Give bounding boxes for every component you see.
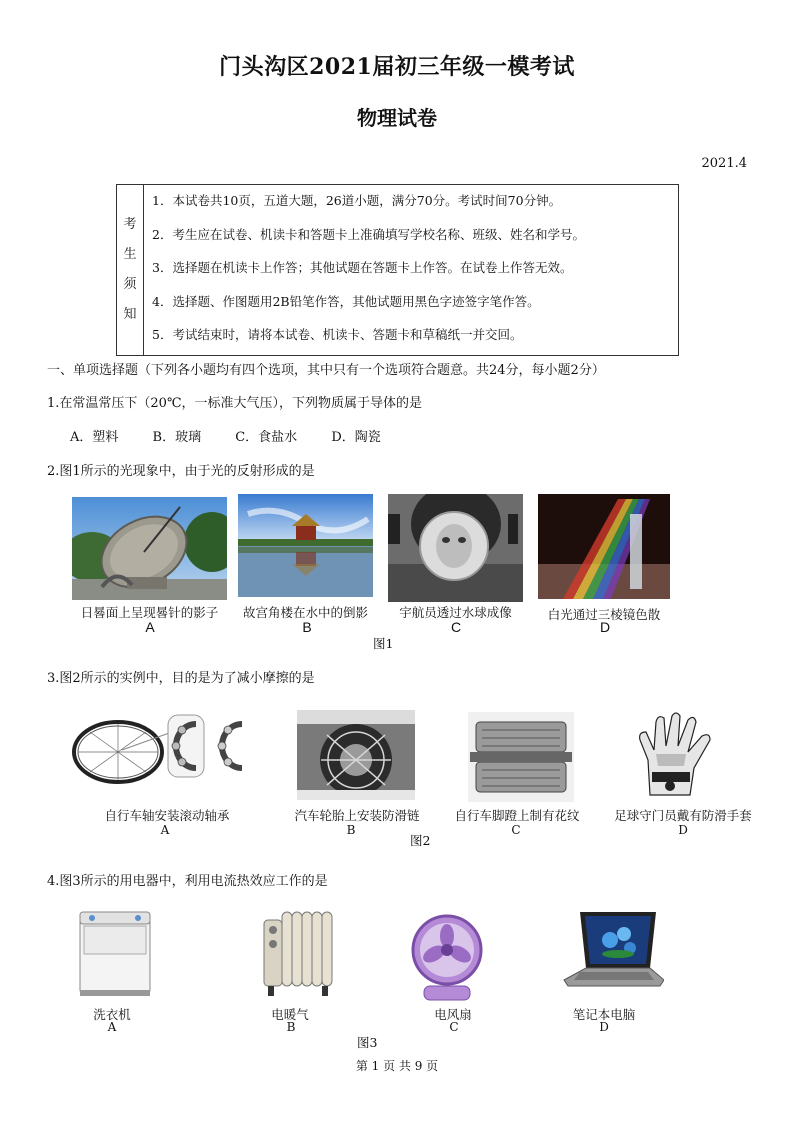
q4-caption-c: 电风扇 <box>434 1007 472 1022</box>
notice-box <box>116 184 679 356</box>
q3-stem: 3.图2所示的实例中，目的是为了减小摩擦的是 <box>47 671 315 686</box>
electric-fan-photo <box>410 910 484 1002</box>
notice-side-char: 考 <box>123 217 137 232</box>
q3-caption-a: 自行车轴安装滚动轴承 <box>104 808 230 823</box>
exam-subtitle: 物理试卷 <box>357 106 437 130</box>
q4-letter-b: B <box>286 1020 296 1034</box>
q3-letter-d: D <box>678 823 688 837</box>
exam-title: 门头沟区2021届初三年级一模考试 <box>219 54 575 80</box>
exam-date: 2021.4 <box>701 156 747 171</box>
q2-letter-a: A <box>145 619 155 635</box>
q1-options <box>70 426 411 445</box>
notice-side-char: 生 <box>123 247 137 262</box>
pedal-photo <box>468 712 574 802</box>
q2-caption-d: 白光通过三棱镜色散 <box>547 607 661 622</box>
figure-3-label: 图3 <box>357 1035 378 1050</box>
q2-stem: 2.图1所示的光现象中，由于光的反射形成的是 <box>47 464 315 479</box>
q4-caption-b: 电暖气 <box>271 1007 309 1022</box>
notice-item: 5．考试结束时，请将本试卷、机读卡、答题卡和草稿纸一并交回。 <box>152 327 523 342</box>
q1-option-d: D．陶瓷 <box>331 430 381 445</box>
notice-item: 2．考生应在试卷、机读卡和答题卡上准确填写学校名称、班级、姓名和学号。 <box>152 226 585 242</box>
q2-letter-b: B <box>302 619 312 635</box>
q2-caption-c: 宇航员透过水球成像 <box>399 605 512 620</box>
q2-letter-d: D <box>599 619 611 635</box>
laptop-photo <box>560 906 664 994</box>
bicycle-bearing-diagram <box>72 712 252 787</box>
q3-caption-b: 汽车轮胎上安装防滑链 <box>294 808 420 823</box>
figure-2-label: 图2 <box>410 833 431 848</box>
q4-letter-c: C <box>449 1020 459 1034</box>
figure-1-label: 图1 <box>373 636 394 651</box>
page-footer: 第 1 页 共 9 页 <box>355 1059 439 1073</box>
tire-chain-photo <box>297 710 415 800</box>
q3-letter-a: A <box>160 823 170 837</box>
astronaut-water-ball-photo <box>388 494 523 602</box>
notice-side-char: 知 <box>123 307 137 322</box>
q4-caption-a: 洗衣机 <box>93 1007 131 1022</box>
notice-side-char: 须 <box>123 277 137 292</box>
notice-item: 1．本试卷共10页，五道大题，26道小题，满分70分。考试时间70分钟。 <box>152 193 562 208</box>
q1-option-c: C．食盐水 <box>235 430 298 445</box>
q4-letter-a: A <box>107 1020 117 1034</box>
q1-stem: 1.在常温常压下（20℃，一标准大气压），下列物质属于导体的是 <box>47 396 422 411</box>
goalkeeper-glove-photo <box>630 710 726 798</box>
q2-caption-b: 故宫角楼在水中的倒影 <box>242 605 368 620</box>
washing-machine-photo <box>74 906 156 998</box>
notice-item: 3．选择题在机读卡上作答；其他试题在答题卡上作答。在试卷上作答无效。 <box>152 260 573 275</box>
q3-letter-c: C <box>511 823 521 837</box>
q2-letter-c: C <box>450 619 462 635</box>
prism-dispersion-photo <box>538 494 670 599</box>
q4-stem: 4.图3所示的用电器中，利用电流热效应工作的是 <box>47 874 328 889</box>
q4-letter-d: D <box>599 1020 609 1034</box>
q3-caption-c: 自行车脚蹬上制有花纹 <box>454 808 580 823</box>
sundial-photo <box>72 497 227 600</box>
q3-letter-b: B <box>346 823 356 837</box>
q1-option-a: A．塑料 <box>70 430 119 445</box>
section-heading: 一、单项选择题（下列各小题均有四个选项，其中只有一个选项符合题意。共24分，每小题2分） <box>47 363 605 378</box>
palace-reflection-photo <box>238 494 373 597</box>
notice-item: 4．选择题、作图题用2B铅笔作答，其他试题用黑色字迹签字笔作答。 <box>152 293 540 309</box>
q1-option-b: B．玻璃 <box>152 430 202 445</box>
q3-caption-d: 足球守门员戴有防滑手套 <box>614 808 752 823</box>
q4-caption-d: 笔记本电脑 <box>572 1007 636 1022</box>
q2-caption-a: 日晷面上呈现晷针的影子 <box>80 605 219 620</box>
notice-side-label <box>117 185 144 355</box>
oil-heater-photo <box>262 906 340 998</box>
